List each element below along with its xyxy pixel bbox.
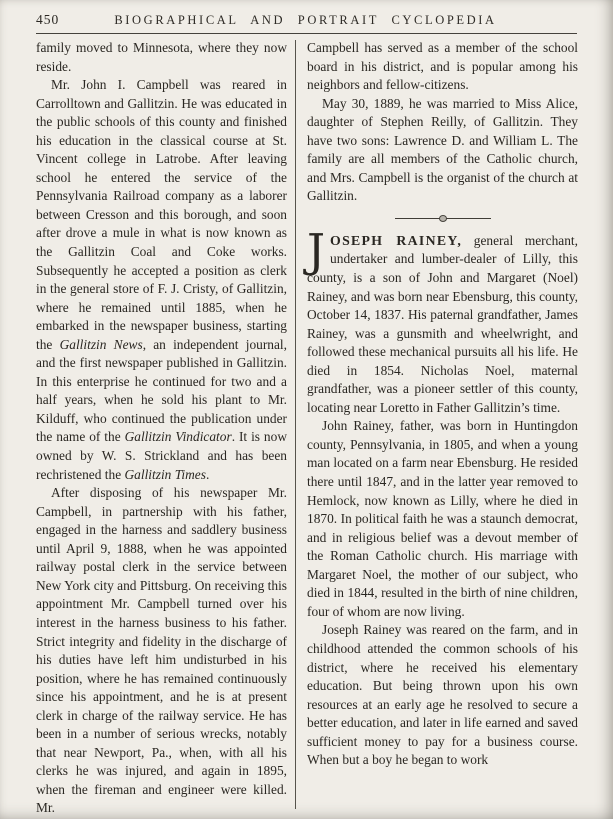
paragraph <box>307 95 578 206</box>
text-segment: John Rainey, father, was born in Huntingdon county, Pennsylvania, in 1805, and when a young man located on a farm near Ebensburg. He resided there until 1847, and in the latter year removed to Hemlock, now known as Lilly, where he died in 1870. In political faith he was a staunch democrat, and in religious belief was a devout member of the Roman Catholic church. His marriage with Margaret Noel, the mother of our subject, who died in 1844, resulted in the birth of nine children, four of whom are now living. <box>307 418 578 619</box>
text-columns <box>36 39 578 816</box>
text-segment: family moved to Minnesota, where they now reside. <box>36 40 287 74</box>
paragraph <box>36 76 287 484</box>
entry-separator <box>395 214 491 224</box>
text-segment: Joseph Rainey was reared on the farm, and in childhood attended the common schools of his district, where he received his elementary education. But being thrown upon his own resources at an early age he resolved to secure a better education, and later in life earned and saved sufficient money to pay for a business course. When but a boy he began to work <box>307 622 578 768</box>
separator-dot <box>439 215 447 222</box>
text-segment: Gallitzin Times <box>124 466 206 482</box>
text-segment: Campbell has served as a member of the school board in his district, and is popular among his neighbors and fellow-citizens. <box>307 40 578 93</box>
page-header <box>36 6 575 32</box>
rainey-entry <box>307 223 578 770</box>
paragraph <box>307 621 578 769</box>
paragraph <box>36 484 287 818</box>
text-segment: Gallitzin News <box>59 336 143 352</box>
right-column <box>296 39 578 809</box>
header-rule <box>36 33 577 34</box>
page-number: 450 <box>36 12 60 27</box>
entry-name: OSEPH RAINEY, <box>330 232 463 248</box>
text-segment: Gallitzin Vindicator <box>124 429 232 445</box>
drop-cap: J <box>307 223 326 277</box>
text-segment: After disposing of his newspaper Mr. Campbell, in partnership with his father, engaged in the harness and saddlery business until April 9, 1888, when he was appointed railway postal clerk in the service between New York city and Pittsburg. On receiving this appointment Mr. Campbell turned over his interest in the harness business to his father. Strict integrity and fidelity in the discharge of his duties have left him undisturbed in his position, where he has remained continuously since his appointment, and he is at present clerk in charge of the railway service. He has been in a number of serious wrecks, notably that near Newport, Pa., when, with all his clerks he was injured, and again in 1895, when the fireman and engineer were killed. Mr. <box>36 485 287 816</box>
paragraph <box>36 39 287 76</box>
paragraph <box>307 223 578 417</box>
text-segment: . <box>205 466 210 482</box>
campbell-entry-continuation <box>307 39 578 206</box>
text-segment: , an independent journal, and the first newspaper published in Gallitzin. In this enterprise he continued for two and a half years, when he sold his plant to Mr. Kilduff, who continued the publication under the name of the <box>36 336 288 445</box>
text-segment: . It is now owned by W. S. Strickland and has been rechristened the <box>36 429 287 482</box>
text-segment: May 30, 1889, he was married to Miss Alice, daughter of Stephen Reilly, of Gallitzin. They have two sons: Lawrence D. and William L. The family are all members of the Catholic church, and Mrs. Campbell is the organist of the church at Gallitzin. <box>307 95 578 204</box>
text-segment: Mr. John I. Campbell was reared in Carrolltown and Gallitzin. He was educated in the public schools of this county and finished his education in the classical course at St. Vincent college in Latrobe. After leaving school he entered the service of the Pennsylvania Railroad company as a laborer between Cresson and this borough, and soon after drove a mule in what is now known as the Gallitzin Coal and Coke works. Subsequently he accepted a position as clerk in the general store of F. J. Cristy, of Gallitzin, where he remained until 1885, when he embarked in the newspaper business, starting the <box>36 77 287 352</box>
paragraph <box>307 39 578 95</box>
left-column <box>36 39 295 816</box>
text-segment: general merchant, undertaker and lumber-dealer of Lilly, this county, is a son of John and Margaret (Noel) Rainey, and was born near Ebensburg, this county, October 14, 1837. His paternal grandfather, James Rainey, was a gunsmith and wheelwright, and followed these mechanical pursuits all his life. He died in 1854. Nicholas Noel, maternal grandfather, was a pioneer settler of this county, locating near Loretto in Father Gallitzin’s time. <box>307 232 578 415</box>
running-title: BIOGRAPHICAL AND PORTRAIT CYCLOPEDIA <box>114 13 497 27</box>
paragraph <box>307 417 578 621</box>
